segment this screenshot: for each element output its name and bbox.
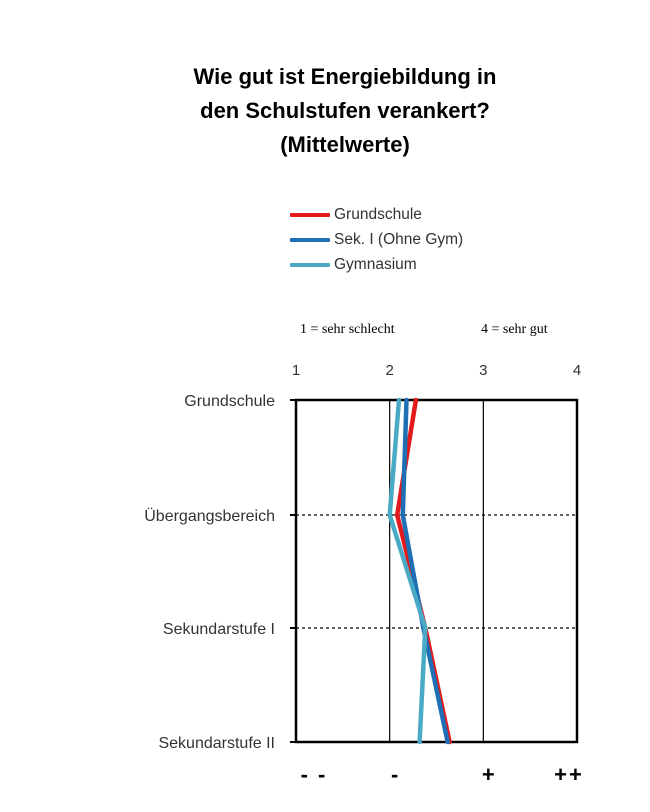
scale-note-high: 4 = sehr gut xyxy=(481,322,548,337)
chart-title-line-1: Wie gut ist Energiebildung in xyxy=(193,64,497,89)
x-symbol-label: - xyxy=(391,762,401,787)
x-symbol-label: - - xyxy=(300,762,328,787)
x-tick-label: 1 xyxy=(291,362,301,379)
chart-title-line-3: (Mittelwerte) xyxy=(280,132,410,157)
legend-label-sek-i: Sek. I (Ohne Gym) xyxy=(334,230,464,248)
legend-label-gymnasium: Gymnasium xyxy=(334,255,417,273)
scale-note-low: 1 = sehr schlecht xyxy=(300,322,395,337)
x-tick-label: 2 xyxy=(385,362,394,379)
category-label: Grundschule xyxy=(184,393,275,410)
category-label: Sekundarstufe I xyxy=(162,621,275,638)
category-label: Sekundarstufe II xyxy=(158,735,275,752)
x-tick-label: 4 xyxy=(572,362,582,379)
x-symbol-label: + xyxy=(481,762,497,787)
category-label: Übergangsbereich xyxy=(144,508,275,525)
legend-label-grundschule: Grundschule xyxy=(334,205,422,223)
x-symbol-label: ++ xyxy=(554,762,584,787)
chart-title-line-2: den Schulstufen verankert? xyxy=(200,98,490,123)
x-tick-label: 3 xyxy=(479,362,488,379)
